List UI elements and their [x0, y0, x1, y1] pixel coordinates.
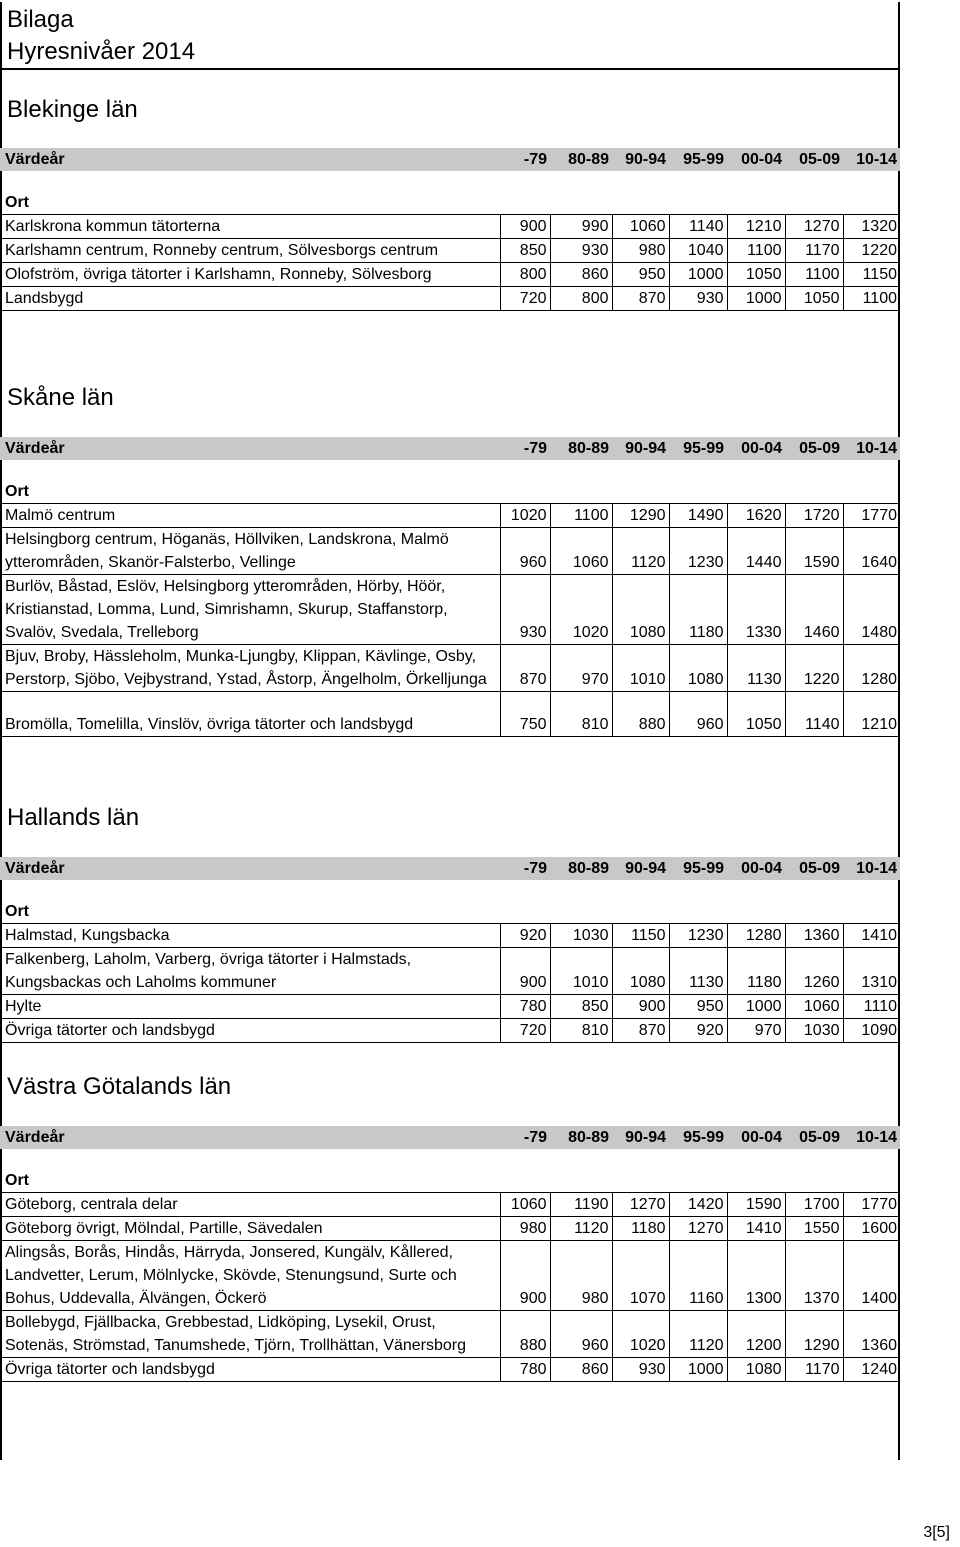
value-cell: 1590: [727, 1193, 785, 1217]
year-col: 95-99: [669, 148, 727, 171]
year-col: 80-89: [550, 857, 612, 880]
value-cell: 1410: [843, 924, 900, 948]
value-cell: 1130: [727, 645, 785, 692]
year-col: 95-99: [669, 857, 727, 880]
year-col: 00-04: [727, 437, 785, 460]
year-col: 95-99: [669, 437, 727, 460]
value-cell: 1240: [843, 1358, 900, 1382]
header-row: [0, 1126, 900, 1149]
value-cell: 1180: [612, 1217, 669, 1241]
value-cell: 1300: [727, 1241, 785, 1311]
value-cell: 1050: [727, 263, 785, 287]
value-cell: 1010: [550, 948, 612, 995]
value-cell: 900: [612, 995, 669, 1019]
value-cell: 1230: [669, 528, 727, 575]
value-cell: 1060: [550, 528, 612, 575]
value-cell: 800: [550, 287, 612, 311]
ort-label: Ort: [5, 1172, 29, 1189]
value-cell: 1770: [843, 504, 900, 528]
year-col: 10-14: [843, 1126, 900, 1149]
value-cell: 980: [500, 1217, 550, 1241]
value-cell: 920: [669, 1019, 727, 1043]
value-cell: 1440: [727, 528, 785, 575]
value-cell: 1020: [550, 575, 612, 645]
year-col: 95-99: [669, 1126, 727, 1149]
value-cell: 1140: [669, 215, 727, 239]
value-cell: 1320: [843, 215, 900, 239]
value-cell: 930: [612, 1358, 669, 1382]
value-cell: 1290: [612, 504, 669, 528]
value-cell: 1110: [843, 995, 900, 1019]
value-cell: 1000: [727, 287, 785, 311]
value-cell: 1020: [612, 1311, 669, 1358]
table-halland: [0, 857, 900, 1043]
table-row: [0, 645, 900, 692]
value-cell: 1060: [785, 995, 843, 1019]
value-cell: 1640: [843, 528, 900, 575]
value-cell: 1410: [727, 1217, 785, 1241]
value-cell: 1080: [669, 645, 727, 692]
year-col: 10-14: [843, 857, 900, 880]
value-cell: 1260: [785, 948, 843, 995]
value-cell: 1080: [612, 575, 669, 645]
value-cell: 1420: [669, 1193, 727, 1217]
year-col: 10-14: [843, 437, 900, 460]
table-row: [0, 1193, 900, 1217]
value-cell: 960: [500, 528, 550, 575]
header-row: [0, 148, 900, 171]
table-row: [0, 1241, 900, 1311]
value-cell: 1480: [843, 575, 900, 645]
value-cell: 1040: [669, 239, 727, 263]
value-cell: 1090: [843, 1019, 900, 1043]
ort-label: Ort: [5, 194, 29, 211]
value-cell: 1100: [727, 239, 785, 263]
place-cell: Olofström, övriga tätorter i Karlshamn, Ronneby, Sölvesborg: [0, 263, 500, 287]
value-cell: 1190: [550, 1193, 612, 1217]
value-cell: 1100: [550, 504, 612, 528]
place-cell: Hylte: [0, 995, 500, 1019]
value-cell: 1030: [550, 924, 612, 948]
page-number: 3[5]: [923, 1524, 950, 1541]
value-cell: 810: [550, 692, 612, 737]
year-col: 80-89: [550, 148, 612, 171]
value-cell: 880: [500, 1311, 550, 1358]
vardear-label: Värdeår: [0, 857, 500, 880]
value-cell: 1720: [785, 504, 843, 528]
value-cell: 1280: [843, 645, 900, 692]
value-cell: 1200: [727, 1311, 785, 1358]
value-cell: 850: [500, 239, 550, 263]
table-blekinge: [0, 148, 900, 311]
year-col: 00-04: [727, 1126, 785, 1149]
value-cell: 1180: [727, 948, 785, 995]
table-row: [0, 1358, 900, 1382]
value-cell: 990: [550, 215, 612, 239]
value-cell: 1230: [669, 924, 727, 948]
value-cell: 1150: [843, 263, 900, 287]
year-col: 05-09: [785, 1126, 843, 1149]
header-row: [0, 857, 900, 880]
value-cell: 960: [550, 1311, 612, 1358]
value-cell: 1000: [669, 1358, 727, 1382]
value-cell: 970: [550, 645, 612, 692]
year-col: 90-94: [612, 857, 669, 880]
table-row: [0, 924, 900, 948]
value-cell: 1170: [785, 239, 843, 263]
table-row: [0, 1311, 900, 1358]
value-cell: 970: [727, 1019, 785, 1043]
value-cell: 900: [500, 1241, 550, 1311]
value-cell: 1280: [727, 924, 785, 948]
value-cell: 930: [550, 239, 612, 263]
ort-label: Ort: [5, 483, 29, 500]
place-cell: Bromölla, Tomelilla, Vinslöv, övriga tätorter och landsbygd: [0, 692, 500, 737]
year-col: 05-09: [785, 148, 843, 171]
value-cell: 1150: [612, 924, 669, 948]
value-cell: 860: [550, 1358, 612, 1382]
value-cell: 900: [500, 948, 550, 995]
value-cell: 1210: [727, 215, 785, 239]
value-cell: 1030: [785, 1019, 843, 1043]
value-cell: 930: [669, 287, 727, 311]
value-cell: 1170: [785, 1358, 843, 1382]
value-cell: 1460: [785, 575, 843, 645]
value-cell: 1220: [843, 239, 900, 263]
value-cell: 930: [500, 575, 550, 645]
value-cell: 880: [612, 692, 669, 737]
year-col: 80-89: [550, 1126, 612, 1149]
value-cell: 1050: [727, 692, 785, 737]
year-col: -79: [500, 1126, 550, 1149]
value-cell: 1010: [612, 645, 669, 692]
value-cell: 780: [500, 1358, 550, 1382]
value-cell: 1120: [669, 1311, 727, 1358]
value-cell: 980: [612, 239, 669, 263]
place-cell: Karlshamn centrum, Ronneby centrum, Sölvesborgs centrum: [0, 239, 500, 263]
place-cell: Övriga tätorter och landsbygd: [0, 1019, 500, 1043]
value-cell: 750: [500, 692, 550, 737]
table-row: [0, 239, 900, 263]
value-cell: 870: [612, 1019, 669, 1043]
value-cell: 900: [500, 215, 550, 239]
place-cell: Falkenberg, Laholm, Varberg, övriga tätorter i Halmstads, Kungsbackas och Laholms kommuner: [0, 948, 500, 995]
document-title: Hyresnivåer 2014: [7, 38, 196, 65]
section-title-blekinge: Blekinge län: [7, 96, 138, 123]
value-cell: 1080: [727, 1358, 785, 1382]
value-cell: 1070: [612, 1241, 669, 1311]
value-cell: 980: [550, 1241, 612, 1311]
table-row: [0, 215, 900, 239]
value-cell: 1220: [785, 645, 843, 692]
value-cell: 1550: [785, 1217, 843, 1241]
place-cell: Landsbygd: [0, 287, 500, 311]
value-cell: 870: [500, 645, 550, 692]
value-cell: 720: [500, 1019, 550, 1043]
place-cell: Göteborg, centrala delar: [0, 1193, 500, 1217]
value-cell: 1160: [669, 1241, 727, 1311]
value-cell: 1360: [785, 924, 843, 948]
place-cell: Malmö centrum: [0, 504, 500, 528]
header-row: [0, 437, 900, 460]
value-cell: 1100: [785, 263, 843, 287]
place-cell: Halmstad, Kungsbacka: [0, 924, 500, 948]
place-cell: Göteborg övrigt, Mölndal, Partille, Sävedalen: [0, 1217, 500, 1241]
value-cell: 1370: [785, 1241, 843, 1311]
value-cell: 780: [500, 995, 550, 1019]
year-col: 00-04: [727, 857, 785, 880]
table-row: [0, 263, 900, 287]
year-col: 90-94: [612, 148, 669, 171]
value-cell: 850: [550, 995, 612, 1019]
value-cell: 1360: [843, 1311, 900, 1358]
value-cell: 1590: [785, 528, 843, 575]
value-cell: 920: [500, 924, 550, 948]
value-cell: 1330: [727, 575, 785, 645]
place-cell: Karlskrona kommun tätorterna: [0, 215, 500, 239]
table-row: [0, 948, 900, 995]
place-cell: Bollebygd, Fjällbacka, Grebbestad, Lidköping, Lysekil, Orust, Sotenäs, Strömstad, Tanumshede, Tjörn, Trollhättan, Vänersborg: [0, 1311, 500, 1358]
value-cell: 1130: [669, 948, 727, 995]
value-cell: 1270: [612, 1193, 669, 1217]
value-cell: 1210: [843, 692, 900, 737]
place-cell: Övriga tätorter och landsbygd: [0, 1358, 500, 1382]
value-cell: 1080: [612, 948, 669, 995]
year-col: 00-04: [727, 148, 785, 171]
value-cell: 810: [550, 1019, 612, 1043]
year-col: 90-94: [612, 1126, 669, 1149]
vardear-label: Värdeår: [0, 437, 500, 460]
section-title-halland: Hallands län: [7, 804, 140, 831]
ort-label: Ort: [5, 903, 29, 920]
value-cell: 1180: [669, 575, 727, 645]
value-cell: 960: [669, 692, 727, 737]
value-cell: 1120: [612, 528, 669, 575]
value-cell: 1060: [612, 215, 669, 239]
value-cell: 1270: [669, 1217, 727, 1241]
vardear-label: Värdeår: [0, 1126, 500, 1149]
table-vastra-gotaland: [0, 1126, 900, 1382]
value-cell: 860: [550, 263, 612, 287]
value-cell: 1400: [843, 1241, 900, 1311]
value-cell: 1060: [500, 1193, 550, 1217]
value-cell: 1290: [785, 1311, 843, 1358]
table-row: [0, 528, 900, 575]
value-cell: 870: [612, 287, 669, 311]
table-row: [0, 995, 900, 1019]
year-col: -79: [500, 148, 550, 171]
bilaga-label: Bilaga: [7, 6, 74, 33]
place-cell: Bjuv, Broby, Hässleholm, Munka-Ljungby, Klippan, Kävlinge, Osby, Perstorp, Sjöbo, Vejbystrand, Ystad, Åstorp, Ängelholm, Örkelljunga: [0, 645, 500, 692]
value-cell: 800: [500, 263, 550, 287]
year-col: -79: [500, 437, 550, 460]
table-row: [0, 1217, 900, 1241]
year-col: 10-14: [843, 148, 900, 171]
value-cell: 1600: [843, 1217, 900, 1241]
year-col: 05-09: [785, 857, 843, 880]
header-divider: [0, 68, 900, 70]
place-cell: Alingsås, Borås, Hindås, Härryda, Jonsered, Kungälv, Kållered, Landvetter, Lerum, Mölnlycke, Skövde, Stenungsund, Surte och Bohus, Uddevalla, Älvängen, Öckerö: [0, 1241, 500, 1311]
vardear-label: Värdeår: [0, 148, 500, 171]
value-cell: 1050: [785, 287, 843, 311]
place-cell: Burlöv, Båstad, Eslöv, Helsingborg ytterområden, Hörby, Höör, Kristianstad, Lomma, Lund, Simrishamn, Skurup, Staffanstorp, Svalöv, Svedala, Trelleborg: [0, 575, 500, 645]
value-cell: 720: [500, 287, 550, 311]
year-col: 90-94: [612, 437, 669, 460]
place-cell: Helsingborg centrum, Höganäs, Höllviken, Landskrona, Malmö ytterområden, Skanör-Falsterbo, Vellinge: [0, 528, 500, 575]
table-skane: [0, 437, 900, 737]
table-row: [0, 575, 900, 645]
year-col: -79: [500, 857, 550, 880]
year-col: 80-89: [550, 437, 612, 460]
value-cell: 1490: [669, 504, 727, 528]
year-col: 05-09: [785, 437, 843, 460]
value-cell: 1000: [727, 995, 785, 1019]
section-title-vastra-gotaland: Västra Götalands län: [7, 1073, 232, 1100]
table-row: [0, 692, 900, 737]
value-cell: 1270: [785, 215, 843, 239]
value-cell: 1140: [785, 692, 843, 737]
table-row: [0, 287, 900, 311]
value-cell: 1120: [550, 1217, 612, 1241]
value-cell: 950: [669, 995, 727, 1019]
value-cell: 1770: [843, 1193, 900, 1217]
value-cell: 1620: [727, 504, 785, 528]
value-cell: 1310: [843, 948, 900, 995]
value-cell: 1000: [669, 263, 727, 287]
value-cell: 1100: [843, 287, 900, 311]
value-cell: 950: [612, 263, 669, 287]
value-cell: 1700: [785, 1193, 843, 1217]
value-cell: 1020: [500, 504, 550, 528]
table-row: [0, 1019, 900, 1043]
table-row: [0, 504, 900, 528]
section-title-skane: Skåne län: [7, 384, 114, 411]
